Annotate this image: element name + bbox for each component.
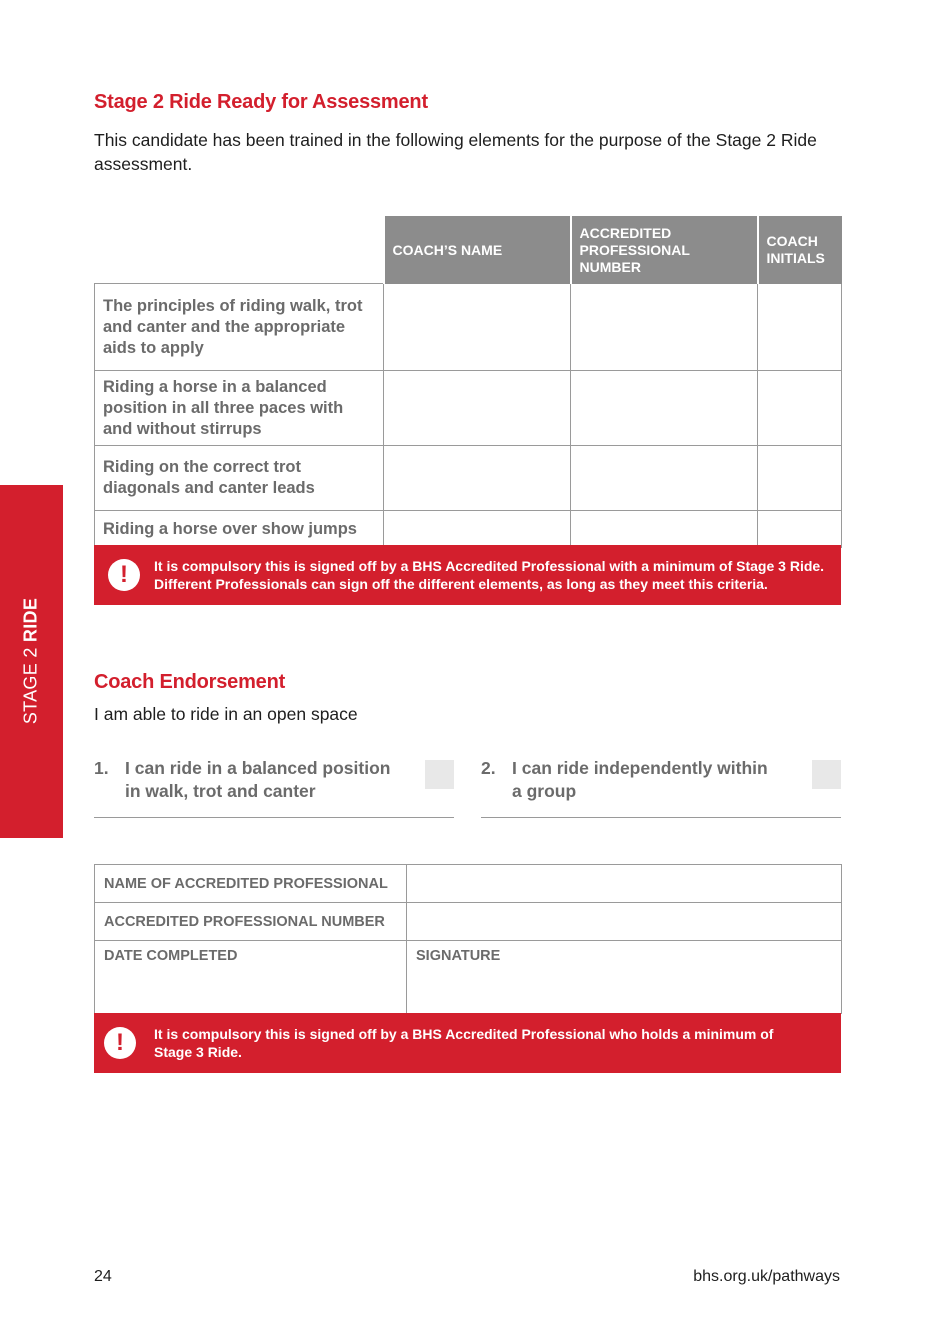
col-coach-initials: COACH INITIALS xyxy=(758,217,842,284)
section-title-coach-endorsement: Coach Endorsement xyxy=(94,671,286,693)
section-title-ride-ready: Stage 2 Ride Ready for Assessment xyxy=(94,91,428,113)
side-tab-label: STAGE 2 RIDE xyxy=(20,597,41,725)
number-label: ACCREDITED PROFESSIONAL NUMBER xyxy=(95,903,407,941)
item-text: I can ride in a balanced position in walk, trot and canter xyxy=(125,758,391,801)
table-row xyxy=(95,446,842,511)
signature-field[interactable] xyxy=(407,941,842,1014)
exclamation-circle-icon: ! xyxy=(108,559,140,591)
name-field[interactable] xyxy=(407,865,842,903)
row-label: Riding a horse in a balanced position in all three paces with and without stirrups xyxy=(95,371,384,446)
coach-initials-cell[interactable] xyxy=(758,511,842,548)
item-number: 1. xyxy=(94,758,109,778)
table-corner xyxy=(95,217,384,284)
name-label: NAME OF ACCREDITED PROFESSIONAL xyxy=(95,865,407,903)
row-label: Riding on the correct trot diagonals and canter leads xyxy=(95,446,384,511)
row-label: Riding a horse over show jumps xyxy=(95,511,384,548)
page-number: 24 xyxy=(94,1268,112,1285)
coach-name-cell[interactable] xyxy=(384,446,571,511)
coach-initials-cell[interactable] xyxy=(758,371,842,446)
accredited-number-cell[interactable] xyxy=(571,511,758,548)
accredited-number-cell[interactable] xyxy=(571,284,758,371)
endorsement-subtitle: I am able to ride in an open space xyxy=(94,704,358,724)
date-label: DATE COMPLETED xyxy=(104,948,238,964)
coach-initials-cell[interactable] xyxy=(758,284,842,371)
col-coach-name: COACH’S NAME xyxy=(384,217,571,284)
footer-url[interactable]: bhs.org.uk/pathways xyxy=(693,1268,840,1285)
item-checkbox[interactable] xyxy=(812,760,841,789)
sign-off-table xyxy=(94,864,842,1014)
coach-name-cell[interactable] xyxy=(384,371,571,446)
alert-text: It is compulsory this is signed off by a BHS Accredited Professional with a minimum of Stage 3 Ride. Different Professionals can sign off the different elements, as long as they meet this criteria. xyxy=(154,558,825,592)
table-row xyxy=(95,511,842,548)
accredited-number-cell[interactable] xyxy=(571,371,758,446)
intro-text: This candidate has been trained in the following elements for the purpose of the Stage 2 Ride assessment. xyxy=(94,130,817,174)
endorsement-item-2 xyxy=(481,757,841,818)
coach-name-cell[interactable] xyxy=(384,511,571,548)
coach-name-cell[interactable] xyxy=(384,284,571,371)
number-field[interactable] xyxy=(407,903,842,941)
row-label: The principles of riding walk, trot and canter and the appropriate aids to apply xyxy=(95,284,384,371)
signature-label: SIGNATURE xyxy=(416,948,501,964)
date-field[interactable] xyxy=(95,941,407,1014)
alert-text: It is compulsory this is signed off by a BHS Accredited Professional who holds a minimum of Stage 3 Ride. xyxy=(154,1026,774,1060)
table-row xyxy=(95,371,842,446)
exclamation-circle-icon: ! xyxy=(104,1027,136,1059)
endorsement-item-1 xyxy=(94,757,454,818)
training-elements-table xyxy=(94,216,842,548)
compulsory-alert-2 xyxy=(94,1013,841,1073)
item-text: I can ride independently within a group xyxy=(512,758,768,801)
table-row xyxy=(95,284,842,371)
item-checkbox[interactable] xyxy=(425,760,454,789)
item-number: 2. xyxy=(481,758,496,778)
col-accredited-number: ACCREDITED PROFESSIONAL NUMBER xyxy=(571,217,758,284)
compulsory-alert-1 xyxy=(94,545,841,605)
coach-initials-cell[interactable] xyxy=(758,446,842,511)
accredited-number-cell[interactable] xyxy=(571,446,758,511)
